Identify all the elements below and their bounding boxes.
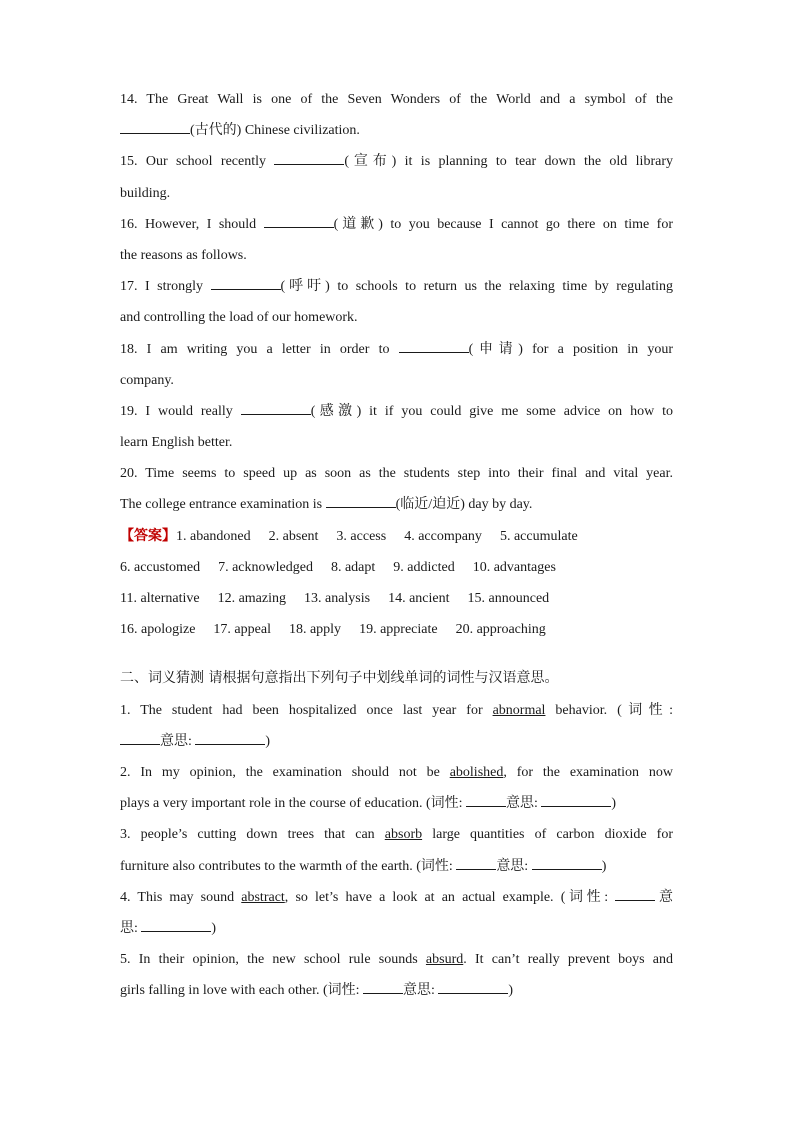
answer-key-row-3: 11. alternative 12. amazing 13. analysis 14. ancient 15. announced (120, 591, 550, 606)
sentence-5-line-1: 5. In their opinion, the new school rule sounds absurd. It can’t really prevent boys and (120, 952, 673, 968)
hint: (感激) (310, 403, 362, 419)
hint: (道歉) (333, 216, 383, 232)
meaning-blank (532, 857, 602, 870)
question-16-line-2: the reasons as follows. (120, 247, 247, 263)
meaning-blank (195, 732, 265, 745)
section-2-title: 二、词义猜测 请根据句意指出下列句子中划线单词的词性与汉语意思。 (120, 670, 559, 687)
worksheet-page (120, 84, 673, 1006)
answer-blank (264, 215, 334, 228)
sentence-4-line-1: 4. This may sound abstract, so let’s have a look at an actual example. (词性: 意 (120, 889, 673, 905)
question-17-line-1: 17. I strongly (呼吁) to schools to return us the relaxing time by regulating (120, 279, 673, 295)
sentence-2-line-1: 2. In my opinion, the examination should not be abolished, for the examination now (120, 764, 673, 780)
underlined-word: abnormal (492, 702, 546, 718)
underlined-word: absurd (425, 952, 464, 968)
sentence-1-line-2: 意思: ) (120, 726, 673, 757)
question-18-line-2: company. (120, 372, 174, 388)
answer-blank (211, 277, 281, 290)
meaning-blank (438, 981, 508, 994)
question-18-line-1: 18. I am writing you a letter in order to (申请) for a position in your (120, 341, 673, 357)
question-19-line-2: learn English better. (120, 435, 233, 451)
underlined-word: abstract (241, 889, 285, 905)
hint: (临近/迫近) (395, 497, 465, 513)
question-14-line-2: (古代的) Chinese civilization. (120, 115, 673, 146)
underlined-word: absorb (384, 827, 423, 843)
pos-blank (363, 981, 403, 994)
question-14-line-1: 14. The Great Wall is one of the Seven Wonders of the World and a symbol of the (120, 92, 673, 107)
sentence-1-line-1: 1. The student had been hospitalized once last year for abnormal behavior. (词性: (120, 702, 674, 718)
answer-blank (399, 340, 469, 353)
meaning-blank (541, 794, 611, 807)
section-gap (120, 645, 673, 663)
answer-key-label: 【答案】 (120, 528, 176, 544)
sentence-2-line-2: plays a very important role in the course of education. (词性: 意思: ) (120, 796, 617, 812)
pos-blank (615, 888, 655, 901)
hint: (古代的) (190, 123, 242, 139)
question-15-line-1: 15. Our school recently (宣布) it is planning to tear down the old library (120, 154, 673, 170)
sentence-3-line-1: 3. people’s cutting down trees that can absorb large quantities of carbon dioxide for (120, 827, 674, 843)
pos-blank (466, 794, 506, 807)
answer-key-row-1: 【答案】1. abandoned 2. absent 3. access 4. accompany 5. accumulate (120, 528, 578, 544)
hint: (宣布) (344, 154, 397, 170)
question-19-line-1: 19. I would really (感激) it if you could give me some advice on how to (120, 403, 674, 419)
pos-blank (120, 732, 160, 745)
question-20-line-1: 20. Time seems to speed up as soon as the students step into their final and vital year. (120, 466, 673, 482)
question-16-line-1: 16. However, I should (道歉) to you because I cannot go there on time for (120, 216, 674, 232)
question-20-line-2: The college entrance examination is (临近/迫近) day by day. (120, 497, 533, 513)
underlined-word: abolished (449, 764, 504, 780)
sentence-3-line-2: furniture also contributes to the warmth of the earth. (词性: 意思: ) (120, 858, 607, 874)
question-17-line-2: and controlling the load of our homework. (120, 310, 358, 326)
answer-key-row-4: 16. apologize 17. appeal 18. apply 19. appreciate 20. approaching (120, 622, 546, 638)
pos-blank (456, 857, 496, 870)
answer-blank (326, 495, 396, 508)
answer-blank (274, 152, 344, 165)
sentence-4-line-2: 思: ) (120, 920, 217, 936)
sentence-5-line-2: girls falling in love with each other. (词性: 意思: ) (120, 983, 514, 999)
answer-key-row-2: 6. accustomed 7. acknowledged 8. adapt 9. addicted 10. advantages (120, 559, 556, 575)
meaning-blank (141, 919, 211, 932)
question-15-line-2: building. (120, 185, 171, 201)
answer-blank (120, 121, 190, 134)
hint: (申请) (468, 341, 523, 357)
hint: (呼吁) (280, 279, 330, 295)
answer-blank (241, 402, 311, 415)
